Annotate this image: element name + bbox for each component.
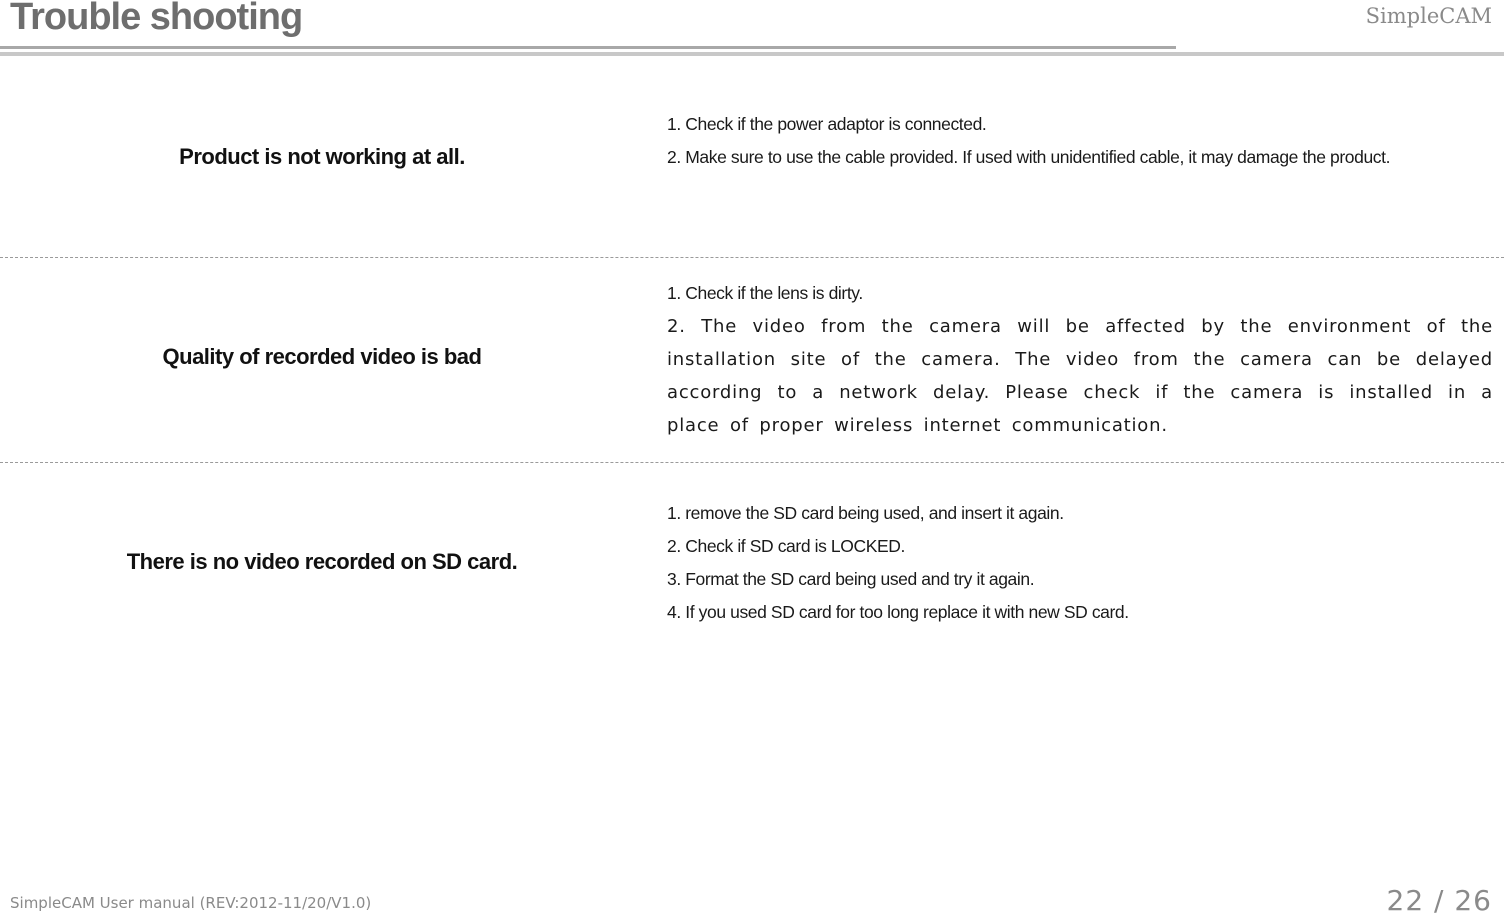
troubleshooting-row: [0, 258, 1504, 463]
solution-item: 1. Check if the power adaptor is connected.: [667, 114, 987, 134]
solution-item: 2. Check if SD card is LOCKED.: [667, 536, 905, 556]
problem-label: There is no video recorded on SD card.: [126, 549, 518, 574]
solution-list: [667, 108, 1493, 174]
problem-label: Quality of recorded video is bad: [162, 344, 482, 369]
footer-document-info: SimpleCAM User manual (REV:2012-11/20/V1.0): [10, 894, 372, 912]
solution-list: [667, 497, 1493, 629]
solution-item: 2. Make sure to use the cable provided. If used with unidentified cable, it may damage the product.: [667, 147, 1391, 167]
solution-item: 3. Format the SD card being used and try it again.: [667, 569, 1035, 589]
page-number: 22 / 26: [1386, 884, 1492, 917]
troubleshooting-row: [0, 463, 1504, 663]
page-title: Trouble shooting: [10, 0, 303, 38]
brand-name: SimpleCAM: [1365, 4, 1492, 28]
solution-list: [667, 277, 1493, 442]
solution-item: 1. Check if the lens is dirty.: [667, 283, 863, 303]
solution-item: 4. If you used SD card for too long replace it with new SD card.: [667, 602, 1129, 622]
solution-item: 1. remove the SD card being used, and insert it again.: [667, 503, 1064, 523]
solution-item: 2. The video from the camera will be affected by the environment of the installation site of the camera. The video from the camera can be delayed according to a network delay. Please check if the camera is installed in a place of proper wireless internet communication.: [667, 316, 1493, 436]
problem-label: Product is not working at all.: [179, 144, 465, 169]
header-rule-dark: [0, 46, 1176, 49]
troubleshooting-row: [0, 56, 1504, 258]
